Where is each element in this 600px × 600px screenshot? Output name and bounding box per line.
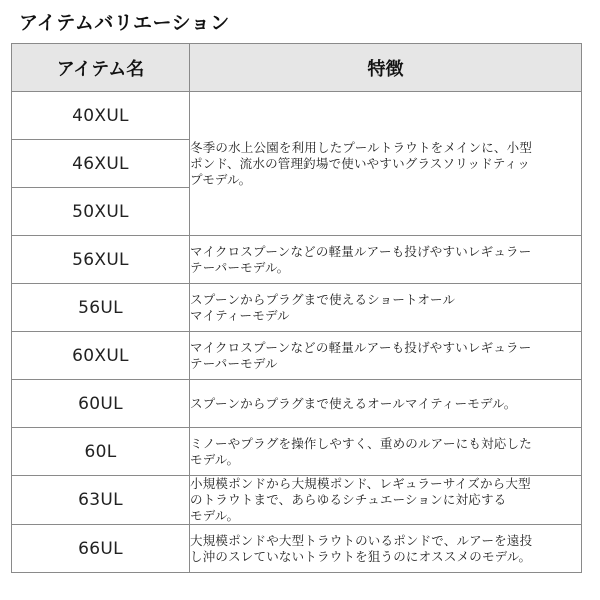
item-name-cell: 40XUL [12,92,190,140]
table-row [12,332,582,380]
item-name-cell: 63UL [12,476,190,525]
table-row [12,284,582,332]
item-name-cell: 56UL [12,284,190,332]
feature-line: プモデル。 [190,171,252,187]
feature-cell [190,92,582,236]
feature-cell [190,380,582,428]
feature-line: モデル。 [190,451,240,467]
feature-line: し沖のスレていないトラウトを狙うのにオススメのモデル。 [190,548,532,564]
feature-line: テーパーモデル [190,355,278,371]
item-name-cell: 46XUL [12,140,190,188]
item-name-cell: 66UL [12,525,190,573]
feature-line: テーパーモデル。 [190,259,290,275]
item-variation-table [11,43,582,573]
item-name-cell: 60UL [12,380,190,428]
feature-cell [190,476,582,525]
feature-line: 冬季の水上公園を利用したプールトラウトをメインに、小型 [190,139,533,155]
feature-line: スプーンからプラグまで使えるオールマイティーモデル。 [190,395,517,411]
feature-line: のトラウトまで、あらゆるシチュエーションに対応する [190,492,507,507]
table-row [12,476,582,525]
table-row [12,525,582,573]
feature-line: マイクロスプーンなどの軽量ルアーも投げやすいレギュラー [190,339,532,355]
item-name-cell: 50XUL [12,188,190,236]
feature-line: マイクロスプーンなどの軽量ルアーも投げやすいレギュラー [190,243,532,259]
header-item-name: アイテム名 [12,44,190,92]
table-row [12,380,582,428]
feature-cell [190,332,582,380]
feature-line: ミノーやプラグを操作しやすく、重めのルアーにも対応した [190,435,532,451]
table-header-row [12,44,582,92]
feature-line: マイティーモデル [190,307,290,323]
item-name-cell: 56XUL [12,236,190,284]
table-row [12,236,582,284]
table-row [12,92,582,140]
feature-line: ポンド、流水の管理釣場で使いやすいグラスソリッドティッ [190,155,530,171]
feature-line: 小規模ポンドから大規模ポンド、レギュラーサイズから大型 [190,476,531,491]
table-row [12,428,582,476]
item-name-cell: 60L [12,428,190,476]
header-feature: 特徴 [190,44,582,92]
feature-line: 大規模ポンドや大型トラウトのいるポンドで、ルアーを遠投 [190,532,533,548]
feature-cell [190,525,582,573]
feature-line: スプーンからプラグまで使えるショートオール [190,291,456,307]
feature-line: モデル。 [190,508,240,523]
item-name-cell: 60XUL [12,332,190,380]
page-title: アイテムバリエーション [19,12,230,34]
feature-cell [190,236,582,284]
feature-cell [190,284,582,332]
feature-cell [190,428,582,476]
